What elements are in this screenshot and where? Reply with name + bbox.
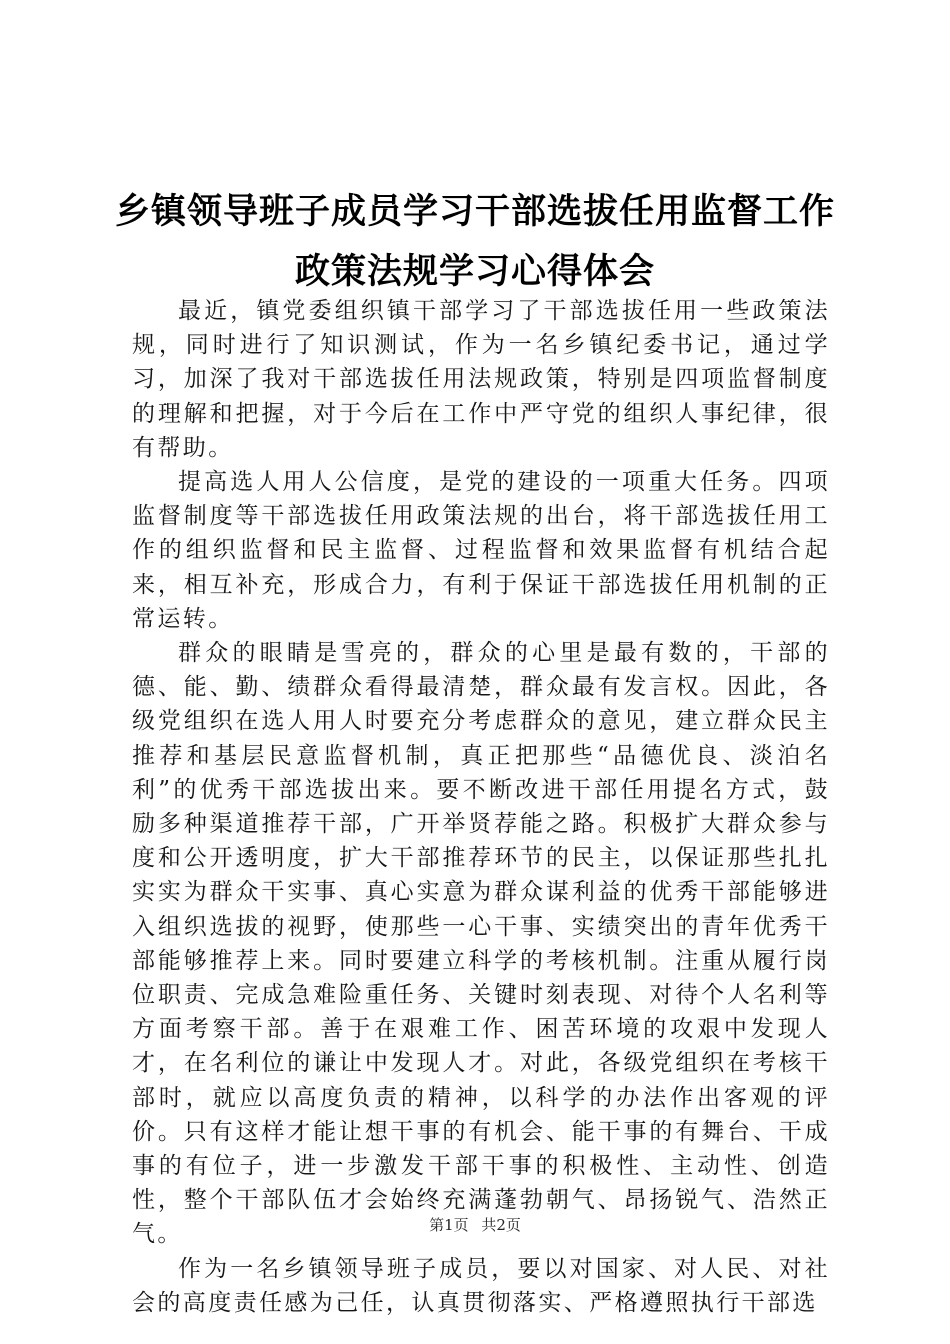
paragraph-4: 作为一名乡镇领导班子成员，要以对国家、对人民、对社会的高度责任感为己任，认真贯彻落实、严格遵照执行干部选: [132, 1255, 830, 1316]
document-body: [132, 294, 830, 1320]
paragraph-3: 群众的眼睛是雪亮的，群众的心里是最有数的，干部的德、能、勤、绩群众看得最清楚，群众最有发言权。因此，各级党组织在选人用人时要充分考虑群众的意见，建立群众民主推荐和基层民意监督机制，真正把那些“品德优良、淡泊名利”的优秀干部选拔出来。要不断改进干部任用提名方式，鼓励多种渠道推荐干部，广开举贤荐能之路。积极扩大群众参与度和公开透明度，扩大干部推荐环节的民主，以保证那些扎扎实实为群众干实事、真心实意为群众谋利益的优秀干部能够进入组织选拔的视野，使那些一心干事、实绩突出的青年优秀干部能够推荐上来。同时要建立科学的考核机制。注重从履行岗位职责、完成急难险重任务、关键时刻表现、对待个人名利等方面考察干部。善于在艰难工作、困苦环境的攻艰中发现人才，在名利位的谦让中发现人才。对此，各级党组织在考核干部时，就应以高度负责的精神，以科学的办法作出客观的评价。只有这样才能让想干事的有机会、能干事的有舞台、干成事的有位子，进一步激发干部干事的积极性、主动性、创造性，整个干部队伍才会始终充满蓬勃朝气、昂扬锐气、浩然正气。: [132, 640, 830, 1248]
paragraph-2: 提高选人用人公信度，是党的建设的一项重大任务。四项监督制度等干部选拔任用政策法规的出台，将干部选拔任用工作的组织监督和民主监督、过程监督和效果监督有机结合起来，相互补充，形成合力，有利于保证干部选拔任用机制的正常运转。: [132, 469, 830, 632]
document-title: [110, 182, 840, 302]
title-line-2: 政策法规学习心得体会: [294, 252, 655, 292]
page-number: 第1页: [429, 1216, 469, 1234]
page-total: 共2页: [481, 1216, 521, 1234]
paragraph-1: 最近，镇党委组织镇干部学习了干部选拔任用一些政策法规，同时进行了知识测试，作为一名乡镇纪委书记，通过学习，加深了我对干部选拔任用法规政策，特别是四项监督制度的理解和把握，对于今后在工作中严守党的组织人事纪律，很有帮助。: [132, 298, 830, 461]
title-line-1: 乡镇领导班子成员学习干部选拔任用监督工作: [114, 192, 835, 232]
page-footer: [0, 1214, 950, 1235]
